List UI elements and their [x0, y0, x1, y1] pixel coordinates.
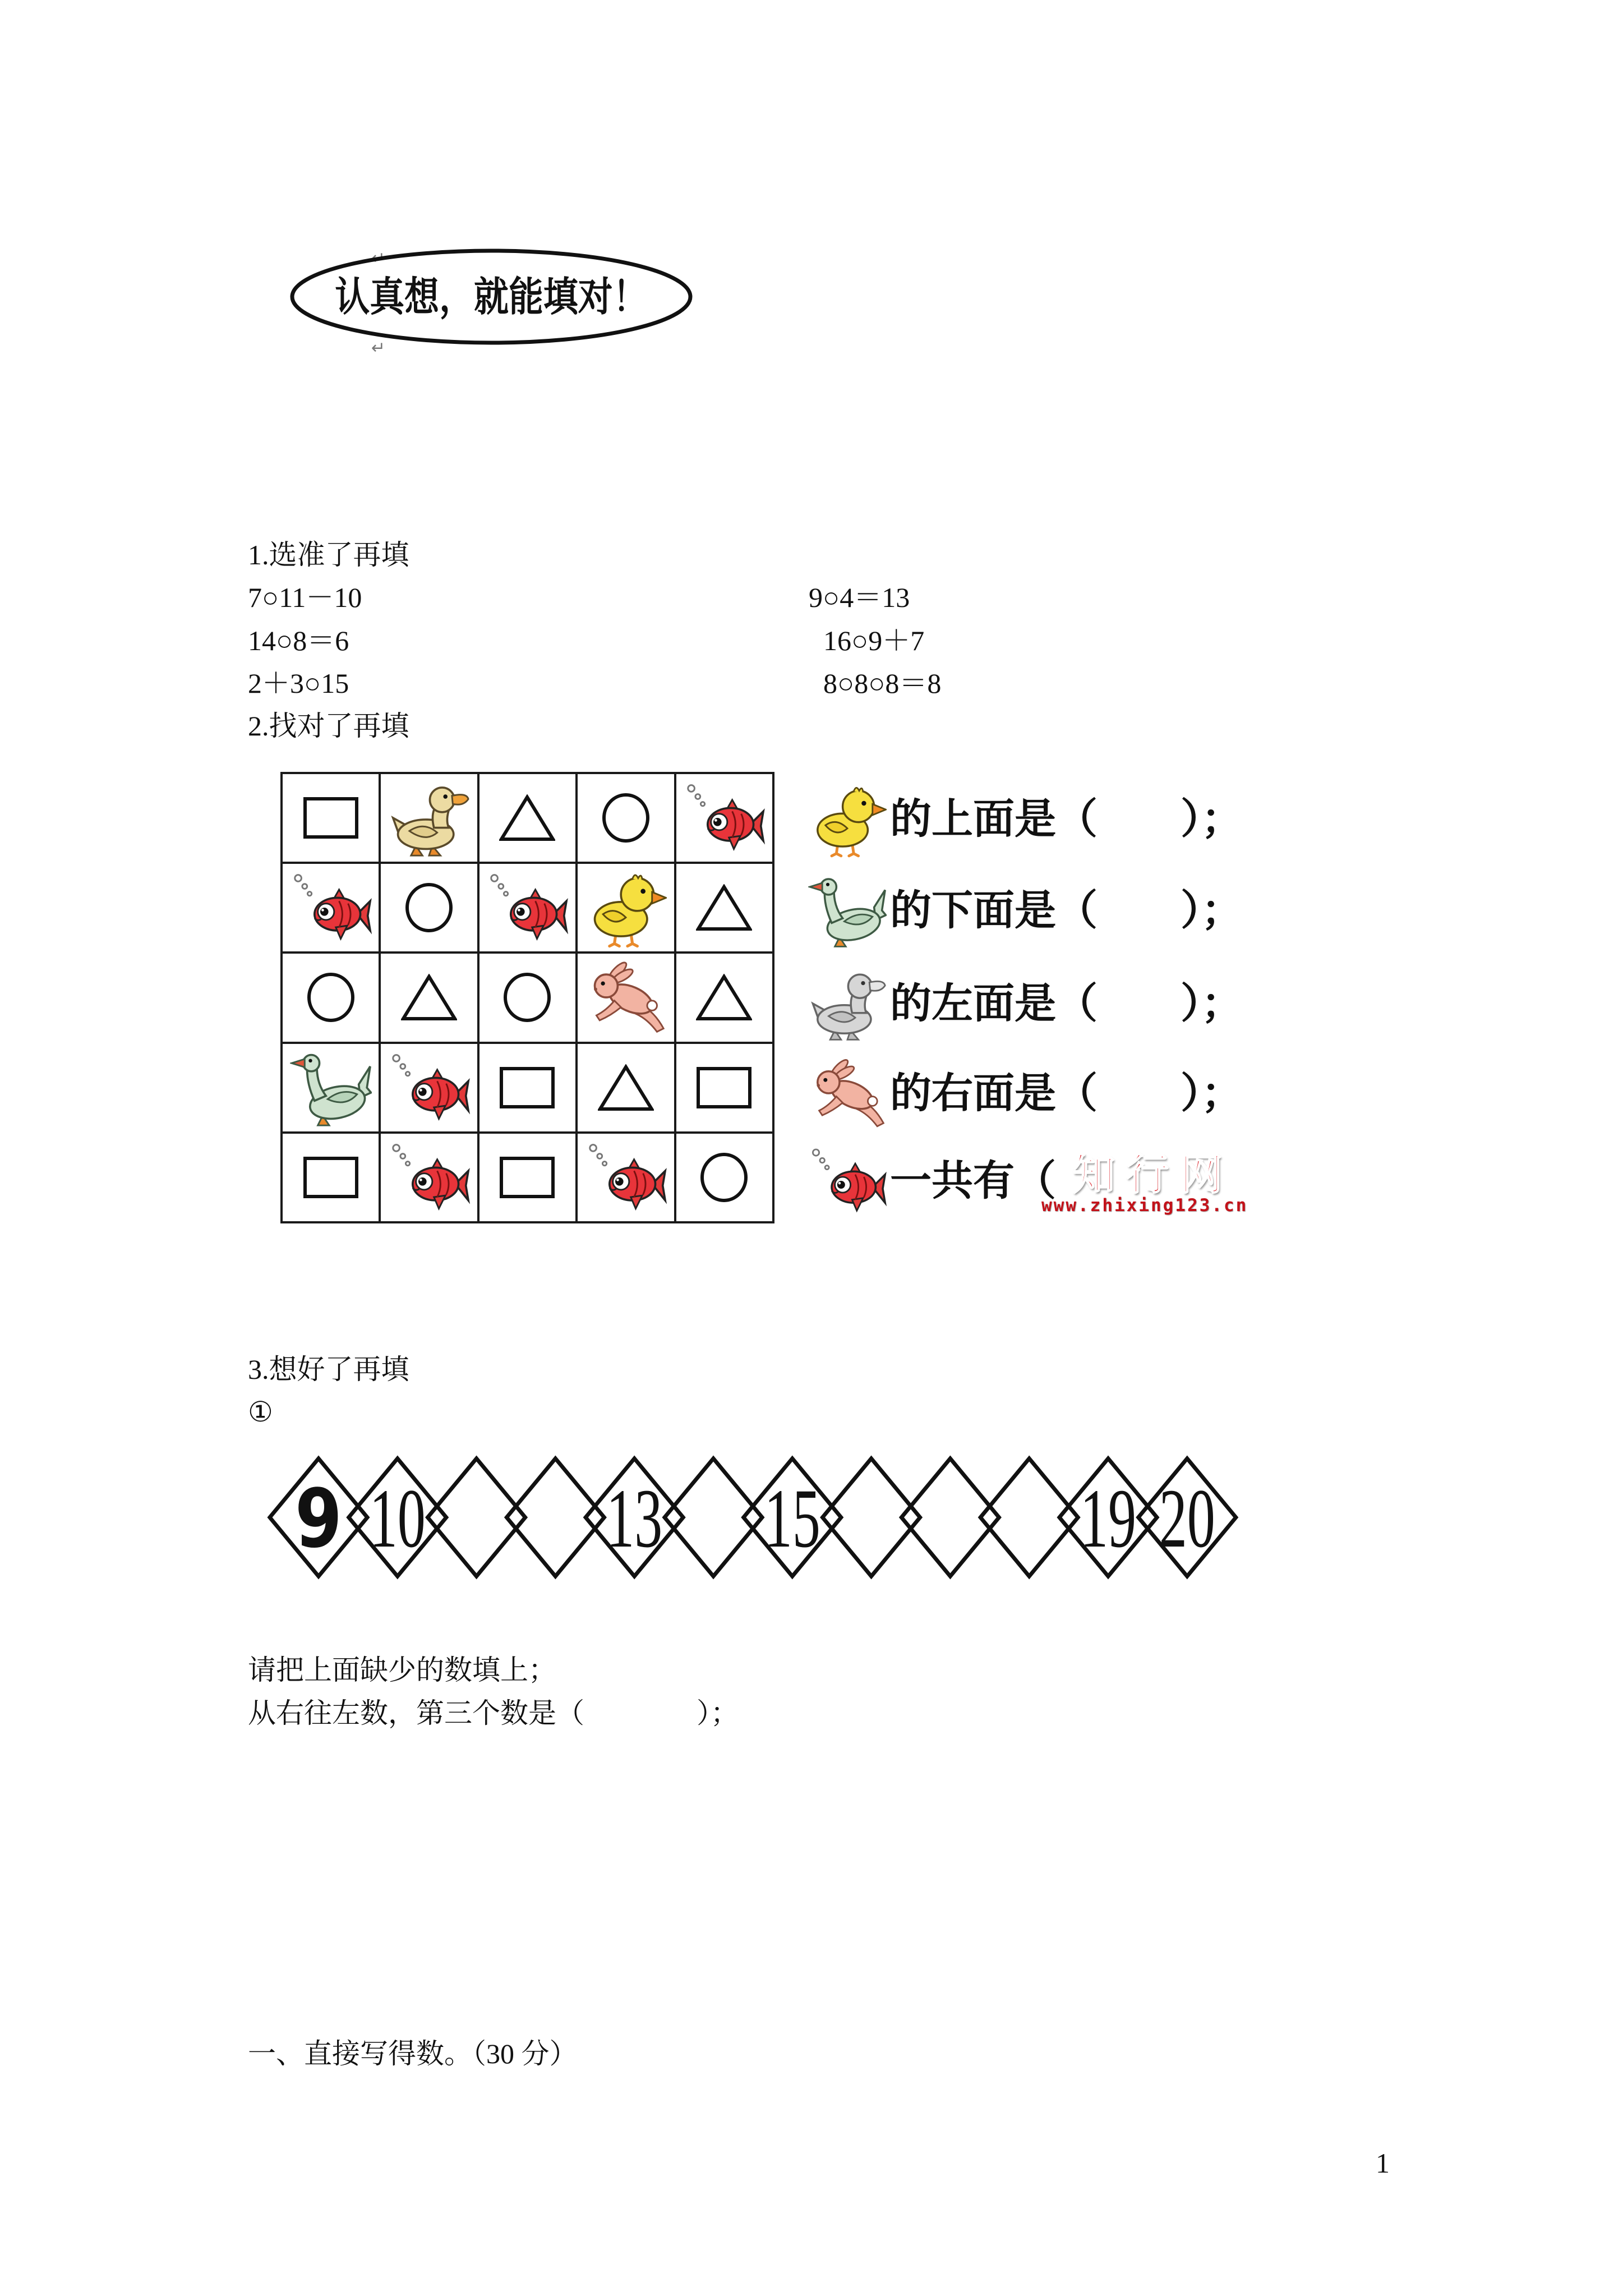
grid-cell [381, 864, 477, 951]
position-grid [280, 772, 774, 1223]
blank-diamond [901, 1458, 999, 1576]
diamond-outline [665, 1458, 762, 1576]
question-row [808, 961, 1243, 1046]
sub-question-label: ① [248, 1396, 273, 1428]
title-banner-text: 认真想，就能填对！ [335, 273, 648, 320]
grid-cell [676, 864, 772, 951]
grid-cell [283, 864, 379, 951]
triangle-shape [401, 974, 457, 1021]
grid-cell [381, 774, 477, 862]
diamond-number: 19 [1080, 1472, 1136, 1565]
comparison-item: 8○8○8＝8 [823, 668, 942, 699]
fish-icon [486, 867, 568, 949]
grid-cell [676, 954, 772, 1041]
comparison-item: 2＋3○15 [248, 668, 349, 699]
question-text: 的左面是（ ）； [890, 979, 1243, 1028]
number-diamond [270, 1458, 367, 1576]
triangle-shape [598, 1064, 654, 1111]
grid-cell [283, 1044, 379, 1131]
paragraph-mark: ↵ [371, 249, 386, 268]
number-diamond [744, 1458, 841, 1576]
duck-icon [388, 777, 470, 859]
fish-icon [585, 1137, 667, 1218]
question-text: 一共有（ [890, 1157, 1056, 1205]
diamond-number: 9 [295, 1471, 342, 1566]
square-shape [499, 1066, 555, 1109]
blank-diamond [980, 1458, 1078, 1576]
grid-cell [283, 1134, 379, 1221]
grid-cell [479, 1044, 575, 1131]
chick-icon [585, 867, 667, 949]
section4-heading: 一、直接写得数。（30 分） [248, 2038, 578, 2069]
counting-question: 从右往左数，第三个数是（ ）； [248, 1697, 739, 1729]
number-diamond-strip [258, 1447, 1256, 1588]
watermark-logo: 知行网 [1072, 1149, 1234, 1199]
instruction-text: 请把上面缺少的数填上； [248, 1654, 556, 1686]
question-text: 的下面是（ ）； [890, 886, 1243, 935]
grid-cell [283, 774, 379, 862]
number-diamond [1138, 1458, 1236, 1576]
grid-cell [479, 954, 575, 1041]
circle-shape [404, 882, 454, 933]
grid-cell [578, 954, 674, 1041]
section1-heading: 1.选准了再填 [248, 539, 409, 570]
section3-heading: 3.想好了再填 [248, 1354, 409, 1385]
number-diamond [585, 1458, 683, 1576]
fish-icon [808, 1142, 887, 1220]
diamond-number: 13 [606, 1472, 663, 1565]
chick-icon [808, 780, 887, 858]
question-row [808, 1051, 1243, 1135]
question-text: 的右面是（ ）； [890, 1069, 1243, 1117]
fish-icon [388, 1047, 470, 1129]
grid-cell [479, 774, 575, 862]
grid-cell [676, 1044, 772, 1131]
question-row [808, 868, 1243, 953]
grid-cell [676, 774, 772, 862]
blank-diamond [665, 1458, 762, 1576]
rabbit-icon [585, 956, 667, 1038]
triangle-shape [696, 884, 752, 931]
question-row [808, 777, 1243, 861]
goose-icon [290, 1047, 372, 1129]
diamond-outline [823, 1458, 920, 1576]
triangle-shape [499, 794, 555, 841]
diamond-outline [901, 1458, 999, 1576]
square-shape [499, 1156, 555, 1199]
diamond-number: 10 [369, 1472, 426, 1565]
diamond-number: 15 [764, 1472, 820, 1565]
diamond-outline [428, 1458, 525, 1576]
question-text: 的上面是（ ）； [890, 795, 1243, 843]
circle-shape [502, 972, 552, 1023]
diamond-outline [980, 1458, 1078, 1576]
fish-icon [290, 867, 372, 949]
rabbit-icon [808, 1054, 887, 1133]
grid-cell [578, 1044, 674, 1131]
grid-cell [381, 954, 477, 1041]
blank-diamond [506, 1458, 604, 1576]
blank-diamond [823, 1458, 920, 1576]
diamond-number: 20 [1159, 1472, 1215, 1565]
grid-cell [578, 1134, 674, 1221]
grid-cell [381, 1044, 477, 1131]
grid-cell [381, 1134, 477, 1221]
grid-cell [578, 864, 674, 951]
number-diamond [1059, 1458, 1157, 1576]
grey-duck-icon [808, 964, 887, 1043]
circle-shape [306, 972, 356, 1023]
circle-shape [601, 792, 651, 844]
goose-icon [808, 871, 887, 950]
fish-icon [388, 1137, 470, 1218]
triangle-shape [696, 974, 752, 1021]
square-shape [303, 1156, 359, 1199]
comparison-item: 14○8＝6 [248, 625, 349, 656]
question-row [808, 1139, 1056, 1223]
grid-cell [283, 954, 379, 1041]
number-diamond [349, 1458, 446, 1576]
watermark-url: www.zhixing123.cn [1041, 1195, 1248, 1216]
fish-icon [683, 777, 765, 859]
comparison-item: 7○11－10 [248, 582, 362, 613]
comparison-item: 9○4＝13 [809, 582, 910, 613]
circle-shape [699, 1152, 749, 1203]
paragraph-mark: ↵ [371, 338, 386, 358]
grid-cell [578, 774, 674, 862]
grid-cell [479, 864, 575, 951]
square-shape [303, 797, 359, 839]
square-shape [696, 1066, 752, 1109]
grid-cell [676, 1134, 772, 1221]
diamond-outline [506, 1458, 604, 1576]
grid-cell [479, 1134, 575, 1221]
section2-heading: 2.找对了再填 [248, 710, 409, 742]
page-number: 1 [1376, 2147, 1390, 2179]
comparison-item: 16○9＋7 [823, 625, 925, 656]
blank-diamond [428, 1458, 525, 1576]
